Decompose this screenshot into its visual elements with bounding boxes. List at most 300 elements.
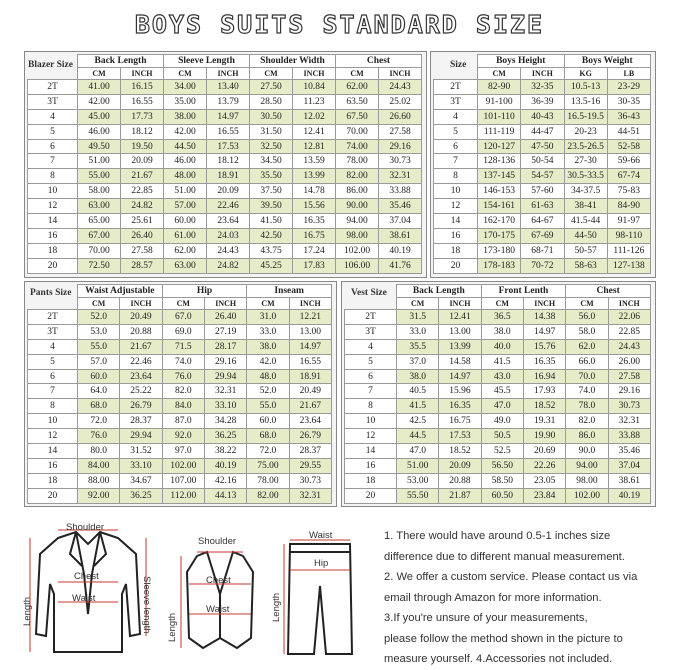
value-cell: 55.0 [78,339,120,354]
value-cell: 44-50 [564,228,607,243]
value-cell: 127-138 [607,258,650,273]
value-cell: 60.0 [247,414,289,429]
table-row [28,369,332,384]
value-cell: 62.0 [566,339,608,354]
value-cell: 59-66 [607,154,650,169]
table-row [345,354,651,369]
value-cell: 14.38 [523,310,565,325]
value-cell: 92.0 [162,429,204,444]
value-cell: 30.73 [608,399,650,414]
table-row [28,458,332,473]
table-row [28,214,422,229]
value-cell: 67.0 [162,310,204,325]
value-cell: 35.5 [397,339,439,354]
value-cell: 63.00 [78,199,121,214]
value-cell: 44-51 [607,124,650,139]
value-cell: 18.52 [523,399,565,414]
value-cell: 57.00 [164,199,207,214]
value-cell: 55.00 [78,169,121,184]
table-row [345,444,651,459]
value-cell: 58-63 [564,258,607,273]
blazer-group-header: Chest [336,55,422,68]
boys-size-label: Size [450,60,467,70]
value-cell: 45.25 [250,258,293,273]
value-cell: 67.00 [78,228,121,243]
jacket-length-label: Length [22,596,33,626]
size-cell: 16 [345,458,397,473]
value-cell: 61.00 [164,228,207,243]
value-cell: 72.50 [78,258,121,273]
size-cell: 16 [28,458,78,473]
value-cell: 31.5 [397,310,439,325]
vest-shoulder-label: Shoulder [198,536,237,547]
value-cell: 38.0 [397,369,439,384]
value-cell: 25.61 [121,214,164,229]
vest-unit-header: INCH [608,298,650,310]
value-cell: 74.00 [336,139,379,154]
value-cell: 82.0 [162,384,204,399]
size-cell: 7 [345,384,397,399]
value-cell: 82.00 [247,488,289,503]
value-cell: 64-67 [521,214,564,229]
table-row [28,94,422,109]
value-cell: 20.88 [120,324,162,339]
value-cell: 91-97 [607,214,650,229]
size-cell: 12 [345,429,397,444]
value-cell: 68.0 [247,429,289,444]
value-cell: 14.97 [523,324,565,339]
size-cell: 10 [28,414,78,429]
value-cell: 27-30 [564,154,607,169]
value-cell: 102.00 [336,243,379,258]
size-cell: 18 [28,243,78,258]
value-cell: 14.97 [207,109,250,124]
value-cell: 106.00 [336,258,379,273]
value-cell: 51.00 [78,154,121,169]
note-line: 3.If you're unsure of your measurements, [384,612,588,624]
value-cell: 37.04 [608,458,650,473]
value-cell: 58.0 [566,324,608,339]
value-cell: 65.00 [78,214,121,229]
size-cell: 7 [28,154,78,169]
value-cell: 84.0 [162,399,204,414]
vest-unit-header: CM [397,298,439,310]
value-cell: 102.00 [162,458,204,473]
value-cell: 38.0 [481,324,523,339]
value-cell: 34.00 [164,80,207,95]
value-cell: 17.93 [523,384,565,399]
pants-size-label: Pants Size [30,288,72,298]
value-cell: 62.00 [164,243,207,258]
value-cell: 33.10 [120,458,162,473]
table-row [28,354,332,369]
value-cell: 154-161 [478,199,521,214]
value-cell: 23.64 [207,214,250,229]
table-row [28,324,332,339]
value-cell: 15.56 [293,199,336,214]
size-cell: 2T [28,80,78,95]
value-cell: 34.50 [250,154,293,169]
table-row [434,139,651,154]
value-cell: 49.50 [78,139,121,154]
value-cell: 170-175 [478,228,521,243]
value-cell: 60.50 [481,488,523,503]
value-cell: 26.60 [379,109,422,124]
value-cell: 14.97 [289,339,331,354]
value-cell: 51.00 [164,184,207,199]
size-cell: 6 [434,139,478,154]
value-cell: 37.04 [379,214,422,229]
table-row [28,228,422,243]
table-row [28,199,422,214]
pants-unit-header: CM [247,298,289,310]
value-cell: 67-69 [521,228,564,243]
value-cell: 20.88 [439,473,481,488]
value-cell: 28.37 [289,444,331,459]
size-cell: 4 [28,109,78,124]
value-cell: 36.25 [204,429,246,444]
value-cell: 32.50 [250,139,293,154]
value-cell: 44.13 [204,488,246,503]
value-cell: 12.21 [289,310,331,325]
value-cell: 34-37.5 [564,184,607,199]
value-cell: 38.00 [164,109,207,124]
value-cell: 33.10 [204,399,246,414]
table-row [28,429,332,444]
table-row [28,258,422,273]
value-cell: 94.00 [336,214,379,229]
size-cell: 4 [345,339,397,354]
value-cell: 31.0 [247,310,289,325]
value-cell: 32.31 [204,384,246,399]
value-cell: 146-153 [478,184,521,199]
value-cell: 28.57 [121,258,164,273]
value-cell: 82.0 [566,414,608,429]
size-cell: 12 [434,199,478,214]
value-cell: 22.46 [120,354,162,369]
value-cell: 78.00 [247,473,289,488]
value-cell: 102.00 [566,488,608,503]
table-row [28,184,422,199]
value-cell: 86.00 [336,184,379,199]
value-cell: 29.55 [289,458,331,473]
size-cell: 14 [28,214,78,229]
vest-waist-label: Waist [206,604,230,615]
value-cell: 32.31 [379,169,422,184]
value-cell: 78.0 [566,399,608,414]
note-line: 1. There would have around 0.5-1 inches size [384,530,611,542]
value-cell: 56.0 [566,310,608,325]
value-cell: 128-136 [478,154,521,169]
vest-size-label: Vest Size [351,288,387,298]
blazer-group-header: Sleeve Length [164,55,250,68]
size-cell: 5 [28,124,78,139]
value-cell: 55.50 [397,488,439,503]
value-cell: 14.78 [293,184,336,199]
value-cell: 14.97 [439,369,481,384]
value-cell: 17.53 [207,139,250,154]
value-cell: 35.50 [250,169,293,184]
value-cell: 40.19 [204,458,246,473]
value-cell: 84.00 [78,458,120,473]
value-cell: 26.40 [121,228,164,243]
value-cell: 45.5 [481,384,523,399]
value-cell: 70.00 [78,243,121,258]
size-cell: 12 [28,429,78,444]
vest-group-header: Front Lenth [481,285,566,298]
value-cell: 41.5 [481,354,523,369]
value-cell: 40-43 [521,109,564,124]
value-cell: 16.55 [121,94,164,109]
size-cell: 12 [28,199,78,214]
value-cell: 10.84 [293,80,336,95]
value-cell: 48.0 [247,369,289,384]
blazer-unit-header: CM [336,68,379,80]
table-row [345,429,651,444]
value-cell: 29.16 [608,384,650,399]
jacket-waist-label: Waist [72,593,96,604]
value-cell: 90.00 [336,199,379,214]
value-cell: 30.50 [250,109,293,124]
pants-corner [28,285,78,310]
value-cell: 22.85 [608,324,650,339]
jacket-sleeve-label: Sleeve length [141,576,152,634]
value-cell: 34.67 [120,473,162,488]
table-row [345,488,651,503]
table-row [434,214,651,229]
table-row [28,444,332,459]
value-cell: 13.40 [207,80,250,95]
table-row [28,339,332,354]
value-cell: 33.0 [247,324,289,339]
pants-group-header: Inseam [247,285,332,298]
table-row [345,310,651,325]
value-cell: 87.0 [162,414,204,429]
value-cell: 31.50 [250,124,293,139]
value-cell: 30.73 [379,154,422,169]
value-cell: 76.0 [162,369,204,384]
table-row [434,228,651,243]
value-cell: 30-35 [607,94,650,109]
value-cell: 137-145 [478,169,521,184]
value-cell: 112.00 [162,488,204,503]
table-row [28,154,422,169]
value-cell: 16.94 [523,369,565,384]
value-cell: 32.31 [608,414,650,429]
value-cell: 88.00 [78,473,120,488]
value-cell: 86.0 [566,429,608,444]
page-title: BOYS SUITS STANDARD SIZE [134,10,545,39]
value-cell: 75-83 [607,184,650,199]
value-cell: 16.5-19.5 [564,109,607,124]
value-cell: 98.00 [336,228,379,243]
vest-unit-header: CM [566,298,608,310]
blazer-size-label: Blazer Size [28,60,73,70]
blazer-unit-header: INCH [207,68,250,80]
value-cell: 36.5 [481,310,523,325]
blazer-unit-header: INCH [379,68,422,80]
value-cell: 50.5 [481,429,523,444]
value-cell: 82-90 [478,80,521,95]
value-cell: 14.58 [439,354,481,369]
value-cell: 41.00 [78,80,121,95]
value-cell: 38.61 [608,473,650,488]
value-cell: 70.00 [336,124,379,139]
value-cell: 120-127 [478,139,521,154]
size-cell: 20 [28,258,78,273]
value-cell: 82.00 [336,169,379,184]
value-cell: 13.99 [293,169,336,184]
value-cell: 43.75 [250,243,293,258]
value-cell: 17.73 [121,109,164,124]
blazer-corner [28,55,78,80]
jacket-collar [70,532,106,566]
size-cell: 18 [28,473,78,488]
table-row [345,324,651,339]
notes-block [384,526,676,670]
value-cell: 173-180 [478,243,521,258]
value-cell: 49.0 [481,414,523,429]
value-cell: 26.40 [204,310,246,325]
boys-unit-header: KG [564,68,607,80]
vest-group-header: Back Length [397,285,482,298]
value-cell: 27.19 [204,324,246,339]
value-cell: 70-72 [521,258,564,273]
value-cell: 52.5 [481,444,523,459]
value-cell: 48.00 [164,169,207,184]
vest-unit-header: INCH [439,298,481,310]
value-cell: 24.03 [207,228,250,243]
size-cell: 6 [345,369,397,384]
value-cell: 62.00 [336,80,379,95]
value-cell: 30.73 [289,473,331,488]
value-cell: 47.0 [481,399,523,414]
value-cell: 16.35 [439,399,481,414]
value-cell: 107.00 [162,473,204,488]
value-cell: 21.87 [439,488,481,503]
boys-unit-header: INCH [521,68,564,80]
vest-group-header: Chest [566,285,651,298]
value-cell: 20.49 [120,310,162,325]
value-cell: 31.52 [120,444,162,459]
boys-size-table [433,54,651,274]
blazer-unit-header: INCH [121,68,164,80]
table-row [434,109,651,124]
size-cell: 4 [28,339,78,354]
value-cell: 25.02 [379,94,422,109]
value-cell: 13.79 [207,94,250,109]
value-cell: 24.43 [207,243,250,258]
table-row [28,80,422,95]
value-cell: 70.0 [566,369,608,384]
value-cell: 72.0 [247,444,289,459]
size-cell: 6 [28,139,78,154]
value-cell: 101-110 [478,109,521,124]
size-cell: 5 [28,354,78,369]
table-row [434,124,651,139]
value-cell: 42.50 [250,228,293,243]
value-cell: 74.0 [566,384,608,399]
value-cell: 40.0 [481,339,523,354]
value-cell: 26.79 [120,399,162,414]
pants-unit-header: CM [78,298,120,310]
value-cell: 27.50 [250,80,293,95]
size-cell: 2T [345,310,397,325]
table-row [345,414,651,429]
value-cell: 10.5-13 [564,80,607,95]
value-cell: 74.0 [162,354,204,369]
boys-group-header: Boys Weight [564,55,651,68]
value-cell: 29.16 [379,139,422,154]
value-cell: 42.00 [164,124,207,139]
value-cell: 29.94 [204,369,246,384]
pants-unit-header: INCH [289,298,331,310]
value-cell: 15.76 [523,339,565,354]
value-cell: 27.58 [608,369,650,384]
blazer-group-header: Back Length [78,55,164,68]
value-cell: 44.50 [164,139,207,154]
size-cell: 6 [28,369,78,384]
size-cell: 5 [434,124,478,139]
value-cell: 16.75 [293,228,336,243]
value-cell: 67.50 [336,109,379,124]
vest-corner [345,285,397,310]
value-cell: 90.0 [566,444,608,459]
value-cell: 26.79 [289,429,331,444]
value-cell: 63.50 [336,94,379,109]
value-cell: 75.00 [247,458,289,473]
value-cell: 23.84 [523,488,565,503]
value-cell: 50-54 [521,154,564,169]
value-cell: 94.00 [566,458,608,473]
value-cell: 12.41 [439,310,481,325]
value-cell: 80.0 [78,444,120,459]
table-row [345,339,651,354]
value-cell: 47.0 [397,444,439,459]
value-cell: 97.0 [162,444,204,459]
pants-group-header: Hip [162,285,247,298]
pants-unit-header: INCH [204,298,246,310]
table-row [434,94,651,109]
value-cell: 13.59 [293,154,336,169]
value-cell: 76.0 [78,429,120,444]
value-cell: 41.5 [397,399,439,414]
value-cell: 28.50 [250,94,293,109]
table-row [345,399,651,414]
value-cell: 23.64 [120,369,162,384]
value-cell: 12.02 [293,109,336,124]
value-cell: 44.5 [397,429,439,444]
value-cell: 18.12 [207,154,250,169]
size-cell: 18 [345,473,397,488]
jacket-chest-label: Chest [74,571,99,582]
blazer-unit-header: CM [164,68,207,80]
boys-unit-header: CM [478,68,521,80]
size-cell: 14 [28,444,78,459]
size-cell: 4 [434,109,478,124]
value-cell: 68-71 [521,243,564,258]
size-cell: 7 [434,154,478,169]
value-cell: 19.90 [523,429,565,444]
value-cell: 13.00 [439,324,481,339]
size-cell: 3T [28,324,78,339]
blazer-unit-header: INCH [293,68,336,80]
value-cell: 56.50 [481,458,523,473]
value-cell: 42.16 [204,473,246,488]
value-cell: 69.0 [162,324,204,339]
size-cell: 16 [434,228,478,243]
table-row [345,384,651,399]
